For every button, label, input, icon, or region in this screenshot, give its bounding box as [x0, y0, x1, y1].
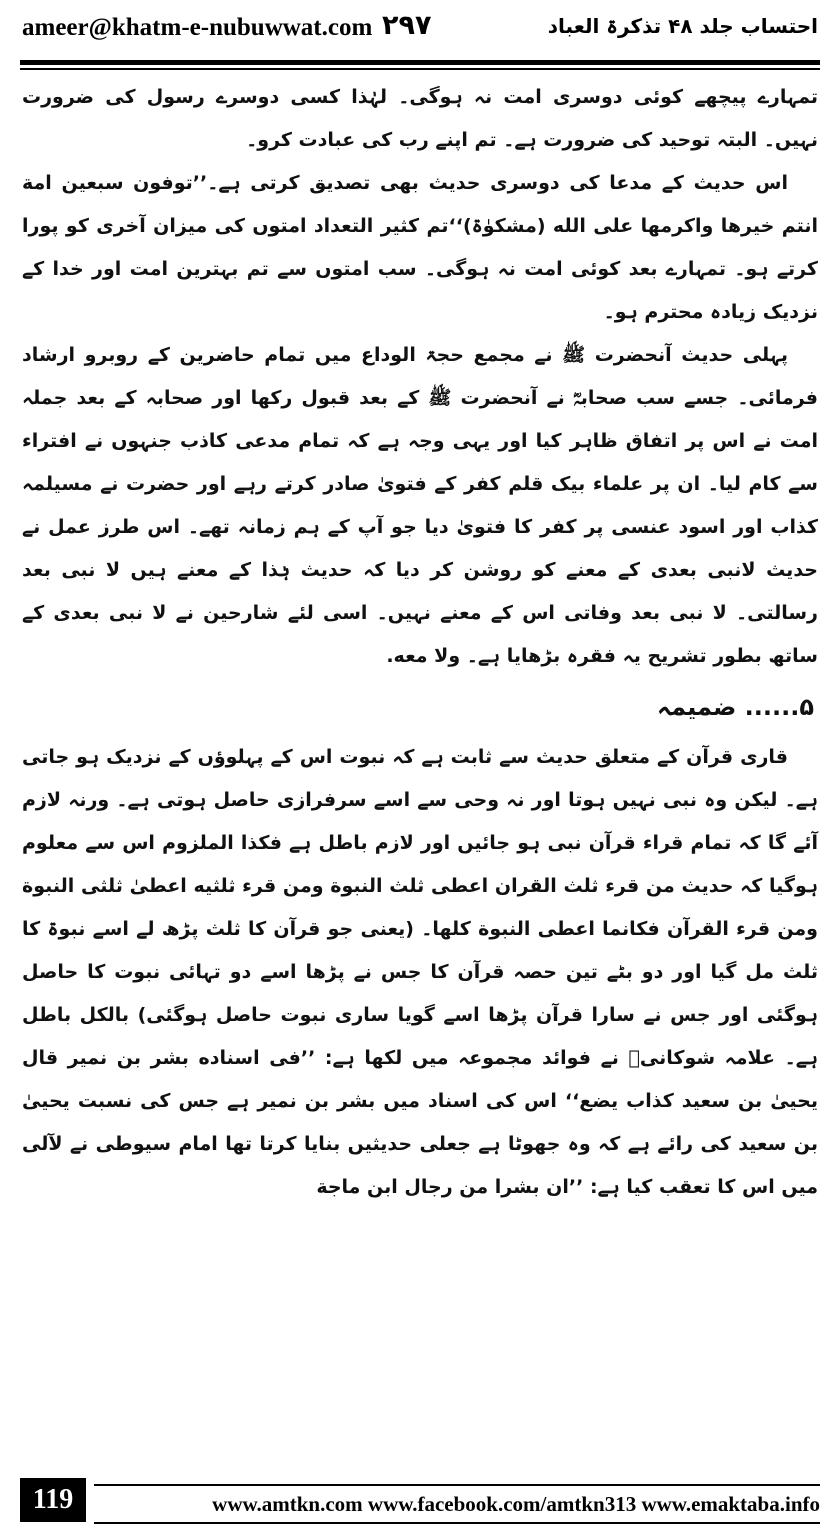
paragraph: تمہارے پیچھے کوئی دوسری امت نہ ہوگی۔ لہٰذا کسی دوسرے رسول کی ضرورت نہیں۔ البتہ توحید کی ضرورت ہے۔ تم اپنے رب کی عبادت کرو۔: [22, 86, 818, 151]
footer-links[interactable]: www.amtkn.com www.facebook.com/amtkn313 www.emaktaba.info: [212, 1492, 820, 1516]
paragraph: اس حدیث کے مدعا کی دوسری حدیث بھی تصدیق کرتی ہے۔’’توفون سبعین امة انتم خیرها واکرمها علی الله (مشکوٰۃ)‘‘تم کثیر التعداد امتوں کی میزان آخری کو پورا کرتے ہو۔ تمہارے بعد کوئی امت نہ ہوگی۔ سب امتوں سے تم بہترین امت اور خدا کے نزدیک زیادہ محترم ہو۔: [22, 172, 818, 323]
header-book-title: احتساب جلد ۴۸ تذکرۃ العباد: [547, 14, 818, 38]
footer-rule-bottom: [94, 1522, 820, 1524]
page-header: [0, 0, 840, 66]
page-body: [22, 76, 818, 1209]
header-email[interactable]: ameer@khatm-e-nubuwwat.com: [22, 14, 373, 41]
section-title: ۵...... ضمیمہ: [657, 693, 814, 721]
paragraph: قاری قرآن کے متعلق حدیث سے ثابت ہے کہ نبوت اس کے پہلوؤں کے نزدیک ہو جاتی ہے۔ لیکن وہ نبی نہیں ہوتا اور نہ وحی سے اسے سرفرازی حاصل ہوتی ہے۔ ورنہ لازم آئے گا کہ تمام قراء قرآن نبی ہو جائیں اور لازم باطل ہے فکذا الملزوم اس سے معلوم ہوگیا کہ حدیث من قرء ثلث القران اعطی ثلث النبوة ومن قرء ثلثیه اعطیٰ ثلثی النبوة ومن قرء القرآن فکانما اعطی النبوة کلها۔ (یعنی جو قرآن کا ثلث پڑھ لے اسے نبوۃ کا ثلث مل گیا اور دو بٹے تین حصہ قرآن کا جس نے پڑھا اسے دو تہائی نبوت کا حاصل ہوگئی اور جس نے سارا قرآن پڑھا اسے گویا ساری نبوت حاصل ہوگئی) بالکل باطل ہے۔ علامہ شوکانیؒ نے فوائد مجموعہ میں لکھا ہے: ’’فی اسناده بشر بن نمیر قال یحییٰ بن سعید کذاب یضع‘‘ اس کی اسناد میں بشر بن نمیر ہے جس کی نسبت یحییٰ بن سعید کی رائے ہے کہ وہ جھوٹا ہے جعلی حدیثیں بنایا کرتا تھا امام سیوطی نے لآلی میں اس کا تعقب کیا ہے: ’’ان بشرا من رجال ابن ماجة: [22, 746, 818, 1198]
header-rule-thick: [20, 60, 820, 65]
paragraph: پہلی حدیث آنحضرت ﷺ نے مجمع حجۃ الوداع میں تمام حاضرین کے روبرو ارشاد فرمائی۔ جسے سب صحابہؓ نے آنحضرت ﷺ کے بعد قبول رکھا اور صحابہ کے بعد جملہ امت نے اس پر اتفاق ظاہر کیا اور یہی وجہ ہے کہ تمام مدعی کاذب جنہوں نے افتراء سے کام لیا۔ ان پر علماء بیک قلم کفر کے فتویٰ صادر کرتے رہے اور حضرت نے مسیلمہ کذاب اور اسود عنسی پر کفر کا فتویٰ دیا جو آپ کے ہم زمانہ تھے۔ اس طرز عمل نے حدیث لانبی بعدی کے معنے کو روشن کر دیا کہ حدیث ہٰذا کے معنے ہیں لا نبی بعد رسالتی۔ لا نبی بعد وفاتی اس کے معنے نہیں۔ اسی لئے شارحین نے لا نبی بعدی کے ساتھ بطور تشریح یہ فقرہ بڑھایا ہے۔ ولا معه.: [22, 344, 818, 667]
footer-rule-top: [94, 1484, 820, 1486]
header-page-number: ۲۹۷: [382, 10, 432, 41]
header-rule-thin: [20, 68, 820, 70]
page-footer: [20, 1478, 820, 1528]
footer-page-number: 119: [20, 1478, 86, 1522]
